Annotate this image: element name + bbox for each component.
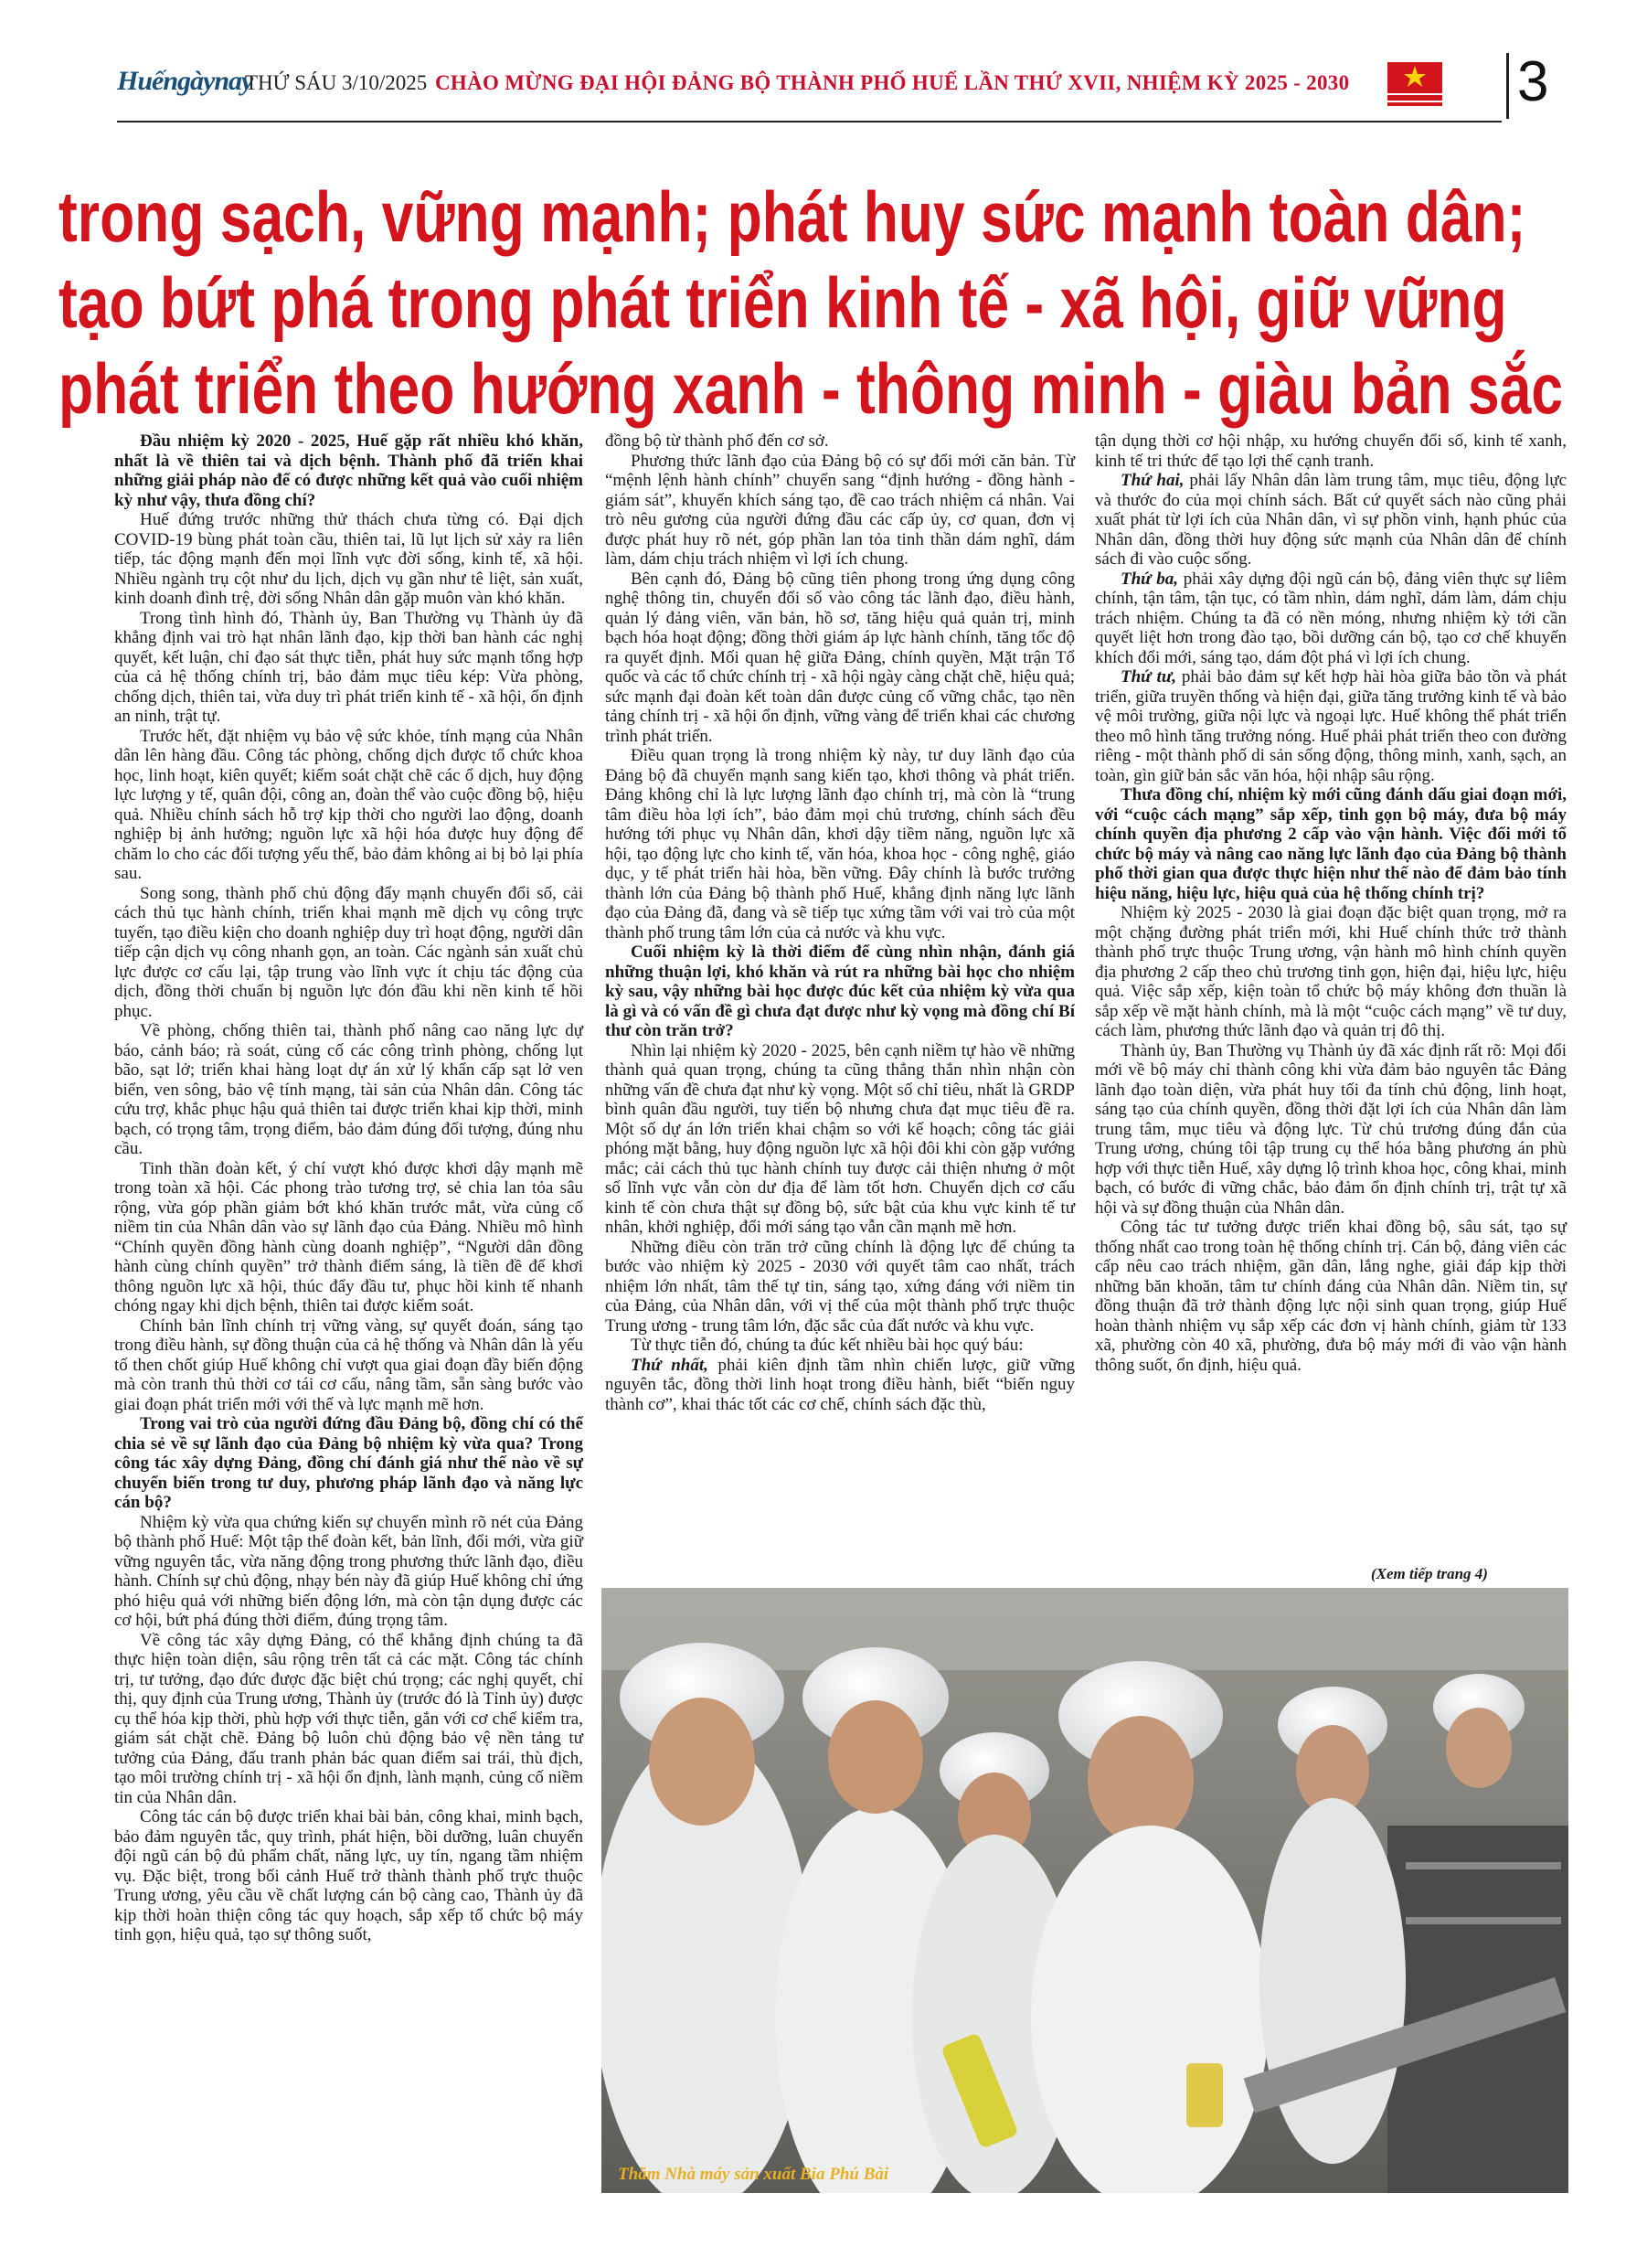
issue-date: THỨ SÁU 3/10/2025 xyxy=(245,71,428,94)
lesson-paragraph xyxy=(1095,667,1567,785)
answer-paragraph: Thành ủy, Ban Thường vụ Thành ủy đã xác định rất rõ: Mọi đổi mới về bộ máy chỉ thành công khi vừa đảm bảo nguyên tắc Đảng lãnh đạo toàn diện, vừa phát huy tối đa tính chủ động, linh hoạt, sáng tạo của chính quyền, đồng thời đặt lợi ích của Nhân dân làm trung tâm, mục tiêu và động lực. Từ chủ trương đúng đắn của Trung ương, chúng tôi tập trung cụ thể hóa bằng phương án phù hợp với thực tiễn Huế, xây dựng lộ trình khoa học, công khai, minh bạch, có bước đi vững chắc, bảo đảm ổn định chính trị, trật tự xã hội và sự đồng thuận của Nhân dân. xyxy=(1095,1040,1567,1218)
lesson-lead: Thứ nhất, xyxy=(631,1355,708,1375)
interview-question: Trong vai trò của người đứng đầu Đảng bộ, đồng chí có thể chia sẻ về sự lãnh đạo của Đảng bộ nhiệm kỳ vừa qua? Trong công tác xây dựng Đảng, đồng chí đánh giá như thế nào về sự chuyển biến trong tư duy, phương pháp lãnh đạo và năng lực cán bộ? xyxy=(114,1414,583,1512)
article-photo xyxy=(601,1588,1568,2193)
lesson-text: phải lấy Nhân dân làm trung tâm, mục tiêu, động lực và thước đo của mọi chính sách. Bất cứ quyết sách nào cũng phải xuất phát từ lợi ích của Nhân dân, vì sự phồn vinh, hạnh phúc của Nhân dân, đồng thời huy động sức mạnh của Nhân dân để chính sách đi vào cuộc sống. xyxy=(1095,471,1567,569)
answer-paragraph: Về công tác xây dựng Đảng, có thể khẳng định chúng ta đã thực hiện toàn diện, sâu rộng trên tất cả các mặt. Công tác chính trị, tư tưởng, đạo đức được đặc biệt chú trọng; các nghị quyết, chỉ thị, quy định của Trung ương, Thành ủy (trước đó là Tỉnh ủy) được cụ thể hóa kịp thời, phù hợp với thực tiễn, gắn với cơ chế kiểm tra, giám sát chặt chẽ. Đảng bộ luôn chủ động bảo vệ nền tảng tư tưởng của Đảng, đấu tranh phản bác quan điểm sai trái, thù địch, tạo môi trường chính trị - xã hội ổn định, lành mạnh, củng cố niềm tin của Nhân dân. xyxy=(114,1630,583,1807)
newspaper-logo: Huếngàynay xyxy=(117,66,253,96)
answer-paragraph: Điều quan trọng là trong nhiệm kỳ này, tư duy lãnh đạo của Đảng bộ đã chuyển mạnh sang kiến tạo, khơi thông và phát triển. Đảng không chỉ là lực lượng lãnh đạo chính trị, mà còn là “trung tâm điều hòa lợi ích”, bảo đảm mọi chủ trương, chính sách đều hướng tới phục vụ Nhân dân, khơi dậy tiềm năng, nguồn lực xã hội, tạo động lực cho kinh tế, văn hóa, khoa học - công nghệ, giáo dục, y tế phát triển hài hòa, bền vững. Đây chính là bước trưởng thành lớn của Đảng bộ thành phố Huế, khẳng định năng lực lãnh đạo của Đảng đã, đang và sẽ tiếp tục xứng tầm với vai trò của một thành phố trung tâm lớn của cả nước và khu vực. xyxy=(605,746,1075,942)
lesson-text: phải xây dựng đội ngũ cán bộ, đảng viên thực sự liêm chính, tận tâm, tận tục, có tầm nhìn, dám nghĩ, dám làm, dám chịu trách nhiệm. Chúng ta đã có nền móng, nhưng nhiệm kỳ tới cần quyết liệt hơn trong đào tạo, bồi dưỡng cán bộ, tạo cơ chế khuyến khích đổi mới, sáng tạo, dám đột phá vì lợi ích chung. xyxy=(1095,569,1567,667)
lesson-text: phải kiên định tầm nhìn chiến lược, giữ vững nguyên tắc, đồng thời linh hoạt trong điều hành, biết “biến nguy thành cơ”, khai thác tốt các cơ chế, chính sách đặc thù, xyxy=(605,1355,1075,1414)
answer-paragraph: Chính bản lĩnh chính trị vững vàng, sự quyết đoán, sáng tạo trong điều hành, sự đồng thuận của cả hệ thống và Nhân dân là yếu tố then chốt giúp Huế không chỉ vượt qua giai đoạn đầy biến động mà còn tranh thủ thời cơ tái cơ cấu, nâng tầm, sẵn sàng bước vào giai đoạn phát triển mới với thế và lực mạnh mẽ hơn. xyxy=(114,1315,583,1414)
answer-paragraph: Từ thực tiễn đó, chúng ta đúc kết nhiều bài học quý báu: xyxy=(631,1336,1024,1355)
answer-paragraph: Những điều còn trăn trở cũng chính là động lực để chúng ta bước vào nhiệm kỳ 2025 - 2030 với quyết tâm cao nhất, trách nhiệm lớn nhất, tâm thế tự tin, sáng tạo, xứng đáng với niềm tin của Đảng, của Nhân dân, với vị thế của một thành phố trực thuộc Trung ương - trung tâm lớn, đặc sắc của đất nước và khu vực. xyxy=(605,1237,1075,1336)
lesson-paragraph xyxy=(605,1356,1075,1415)
header-rule xyxy=(117,121,1502,122)
interview-question: Cuối nhiệm kỳ là thời điểm để cùng nhìn nhận, đánh giá những thuận lợi, khó khăn và rút ra những bài học cho nhiệm kỳ sau, vậy những bài học được đúc kết của nhiệm kỳ vừa qua là gì và có vấn đề gì chưa đạt được như kỳ vọng mà đồng chí Bí thư còn trăn trở? xyxy=(605,942,1075,1040)
answer-paragraph: Công tác tư tưởng được triển khai đồng bộ, sâu sát, tạo sự thống nhất cao trong toàn hệ thống chính trị. Cán bộ, đảng viên các cấp nêu cao trách nhiệm, gần dân, lắng nghe, giải đáp kịp thời những băn khoăn, tâm tư chính đáng của Nhân dân. Niềm tin, sự đồng thuận đã trở thành động lực nội sinh quan trọng, giúp Huế hoàn thành nhiệm vụ sắp xếp các đơn vị hành chính, giảm từ 133 xã, phường còn 40 xã, phường, đưa bộ máy mới đi vào vận hành thông suốt, ổn định, hiệu quả. xyxy=(1095,1218,1567,1375)
lesson-text: phải bảo đảm sự kết hợp hài hòa giữa bảo tồn và phát triển, giữa truyền thống và hiện đại, giữa tăng trưởng kinh tế và bảo vệ môi trường, giữa nội lực và ngoại lực. Huế không thể phát triển theo mô hình tăng trưởng nóng. Huế phải phát triển theo con đường riêng - một thành phố di sản sống động, thông minh, xanh, sạch, an toàn, gìn giữ bản sắc văn hóa, hội nhập sâu rộng. xyxy=(1095,667,1567,785)
article-column-1 xyxy=(114,431,583,1945)
answer-paragraph: Công tác cán bộ được triển khai bài bản, công khai, minh bạch, bảo đảm nguyên tắc, quy trình, phát hiện, bồi dưỡng, luân chuyển đội ngũ cán bộ đủ phẩm chất, năng lực, uy tín, ngang tầm nhiệm vụ. Đặc biệt, trong bối cảnh Huế trở thành thành phố trực thuộc Trung ương, yêu cầu về chất lượng cán bộ càng cao, Thành ủy đã kịp thời hoàn thiện công tác quy hoạch, sắp xếp tổ chức bộ máy tinh gọn, hiệu quả, tạo sự thông suốt, xyxy=(114,1807,583,1944)
answer-paragraph: Phương thức lãnh đạo của Đảng bộ có sự đổi mới căn bản. Từ “mệnh lệnh hành chính” chuyển sang “định hướng - đồng hành - giám sát”, khuyến khích sáng tạo, đề cao trách nhiệm cá nhân. Vai trò nêu gương của người đứng đầu các cấp ủy, cơ quan, đơn vị được phát huy rõ nét, góp phần lan tỏa tinh thần dám nghĩ, dám làm, dám chịu trách nhiệm vì lợi ích chung. xyxy=(605,451,1075,569)
answer-paragraph: Bên cạnh đó, Đảng bộ cũng tiên phong trong ứng dụng công nghệ thông tin, chuyển đổi số vào công tác lãnh đạo, điều hành, quản lý đảng viên, văn bản, hồ sơ, tăng hiệu quả quản trị, minh bạch hóa hoạt động; đồng thời giám áp lực hành chính, tăng tốc độ ra quyết định. Mối quan hệ giữa Đảng, chính quyền, Mặt trận Tổ quốc và các tổ chức chính trị - xã hội ngày càng chặt chẽ, hiệu quả; sức mạnh đại đoàn kết toàn dân được củng cố vững chắc, tạo nền tảng chính trị - xã hội ổn định, vững vàng để triển khai các chương trình phát triển. xyxy=(605,569,1075,746)
continued-note: (Xem tiếp trang 4) xyxy=(1371,1565,1488,1582)
headline xyxy=(58,174,1564,431)
answer-paragraph: Nhiệm kỳ 2025 - 2030 là giai đoạn đặc biệt quan trọng, mở ra một chặng đường phát triển mới, khi Huế chính thức trở thành thành phố trực thuộc Trung ương, vận hành mô hình chính quyền địa phương 2 cấp theo chủ trương tinh gọn, hiện đại, hiệu lực, hiệu quả. Việc sắp xếp, kiện toàn tổ chức bộ máy không đơn thuần là sắp xếp về mặt hành chính, mà là một “cuộc cách mạng” về tư duy, cách làm, phương thức lãnh đạo và quản trị đô thị. xyxy=(1095,903,1567,1040)
lesson-lead: Thứ ba, xyxy=(1121,569,1179,589)
answer-paragraph: Trong tình hình đó, Thành ủy, Ban Thường vụ Thành ủy đã khẳng định vai trò hạt nhân lãnh đạo, kịp thời ban hành các nghị quyết, kết luận, chỉ đạo sát thực tiễn, phát huy sức mạnh tổng hợp của cả hệ thống chính trị, bảo đảm mục tiêu kép: Vừa phòng, chống dịch, thiên tai, vừa duy trì phát triển kinh tế - xã hội, ổn định an ninh, trật tự. xyxy=(114,608,583,726)
page-header xyxy=(117,50,1557,119)
interview-question: Thưa đồng chí, nhiệm kỳ mới cũng đánh dấu giai đoạn mới, với “cuộc cách mạng” sắp xếp, tinh gọn bộ máy, đưa bộ máy chính quyền địa phương 2 cấp vào vận hành. Việc đổi mới tổ chức bộ máy và nâng cao năng lực lãnh đạo của Đảng bộ thành phố thời gian qua được thực hiện như thế nào để đảm bảo tính hiệu năng, hiệu lực, hiệu quả của hệ thống chính trị? xyxy=(1095,785,1567,903)
header-divider xyxy=(1506,53,1509,119)
interview-question: Đầu nhiệm kỳ 2020 - 2025, Huế gặp rất nhiều khó khăn, nhất là về thiên tai và dịch bệnh. Thành phố đã triển khai những giải pháp nào để có được những kết quả vào cuối nhiệm kỳ như vậy, thưa đồng chí? xyxy=(114,431,583,510)
answer-paragraph: Huế đứng trước những thử thách chưa từng có. Đại dịch COVID-19 bùng phát toàn cầu, thiên tai, lũ lụt lịch sử xảy ra liên tiếp, tác động mạnh đến mọi lĩnh vực đời sống, kinh tế, xã hội. Nhiều ngành trụ cột như du lịch, dịch vụ gần như tê liệt, sản xuất, kinh doanh đình trệ, đời sống Nhân dân gặp muôn vàn khó khăn. xyxy=(114,510,583,608)
answer-paragraph: Trước hết, đặt nhiệm vụ bảo vệ sức khỏe, tính mạng của Nhân dân lên hàng đầu. Công tác phòng, chống dịch được tổ chức khoa học, linh hoạt, kiên quyết; kiểm soát chặt chẽ các ổ dịch, huy động lực lượng y tế, quân đội, công an, đoàn thể vào cuộc đồng bộ, hiệu quả. Nhiều chính sách hỗ trợ kịp thời cho người lao động, doanh nghiệp bị ảnh hưởng; nguồn lực xã hội hóa được huy động để chăm lo cho các đối tượng yếu thế, bảo đảm không ai bị bỏ lại phía sau. xyxy=(114,726,583,883)
page-number: 3 xyxy=(1517,50,1549,113)
paragraph-continuation: đồng bộ từ thành phố đến cơ sở. xyxy=(605,431,829,451)
headline-line: trong sạch, vững mạnh; phát huy sức mạnh toàn dân; xyxy=(58,176,1526,257)
party-congress-emblem-icon xyxy=(1386,57,1444,115)
answer-paragraph: Song song, thành phố chủ động đẩy mạnh chuyển đổi số, cải cách thủ tục hành chính, triển khai mạnh mẽ dịch vụ công trực tuyến, tạo điều kiện cho doanh nghiệp duy trì hoạt động, người dân tiếp cận dịch vụ công nhanh gọn, an toàn. Các ngành sản xuất chủ lực được cơ cấu lại, tập trung vào lĩnh vực ít chịu tác động của dịch, đồng thời chuẩn bị nguồn lực đón đầu khi nền kinh tế hồi phục. xyxy=(114,883,583,1021)
lesson-lead: Thứ tư, xyxy=(1121,667,1176,687)
article-column-2 xyxy=(605,431,1075,1414)
answer-paragraph: Về phòng, chống thiên tai, thành phố nâng cao năng lực dự báo, cảnh báo; rà soát, củng cố các công trình phòng, chống lụt bão, sạt lở; triển khai hàng loạt dự án xử lý khẩn cấp sạt lở ven biển, ven sông, bảo vệ tính mạng, tài sản của Nhân dân. Công tác cứu trợ, khắc phục hậu quả thiên tai được triển khai kịp thời, minh bạch, có trọng tâm, trọng điểm, bảo đảm đúng đối tượng, đúng nhu cầu. xyxy=(114,1021,583,1158)
answer-paragraph: Tinh thần đoàn kết, ý chí vượt khó được khơi dậy mạnh mẽ trong toàn xã hội. Các phong trào tương trợ, sẻ chia lan tỏa sâu rộng, vừa góp phần giảm bớt khó khăn trước mắt, vừa củng cố niềm tin của Nhân dân vào sự lãnh đạo của Đảng. Nhiều mô hình “Chính quyền đồng hành cùng doanh nghiệp”, “Người dân đồng hành cùng chính quyền” trở thành điểm sáng, là tiền đề để khơi thông nguồn lực xã hội, thúc đẩy đầu tư, phục hồi kinh tế nhanh chóng ngay khi dịch bệnh, thiên tai được kiểm soát. xyxy=(114,1158,583,1315)
headline-line: tạo bứt phá trong phát triển kinh tế - xã hội, giữ vững xyxy=(58,262,1507,343)
lesson-lead: Thứ hai, xyxy=(1121,471,1185,490)
factory-visit-photo xyxy=(601,1588,1568,2193)
paragraph-continuation: tận dụng thời cơ hội nhập, xu hướng chuyển đổi số, kinh tế xanh, kinh tế tri thức để tạo lợi thế cạnh tranh. xyxy=(1095,431,1567,471)
article-column-3 xyxy=(1095,431,1567,1375)
answer-paragraph: Nhìn lại nhiệm kỳ 2020 - 2025, bên cạnh niềm tự hào về những thành quả quan trọng, chúng ta cũng thẳng thắn nhìn nhận còn những vấn đề chưa đạt như kỳ vọng. Một số chỉ tiêu, nhất là GRDP bình quân đầu người, tuy tiến bộ nhưng chưa đạt mục tiêu đề ra. Một số dự án lớn triển khai chậm so với kế hoạch; công tác giải phóng mặt bằng, huy động nguồn lực xã hội đôi khi còn gặp vướng mắc; cải cách thủ tục hành chính tuy được cải thiện nhưng ở một số lĩnh vực vẫn còn dư địa để làm tốt hơn. Chuyển dịch cơ cấu kinh tế còn chưa thật sự đồng bộ, sức bật của khu vực kinh tế tư nhân, khởi nghiệp, đổi mới sáng tạo vẫn cần mạnh mẽ hơn. xyxy=(605,1040,1075,1237)
lesson-paragraph xyxy=(1095,570,1567,668)
header-slogan: CHÀO MỪNG ĐẠI HỘI ĐẢNG BỘ THÀNH PHỐ HUẾ LẦN THỨ XVII, NHIỆM KỲ 2025 - 2030 xyxy=(435,71,1350,94)
lesson-paragraph xyxy=(1095,471,1567,570)
answer-paragraph: Nhiệm kỳ vừa qua chứng kiến sự chuyển mình rõ nét của Đảng bộ thành phố Huế: Một tập thể đoàn kết, bản lĩnh, đổi mới, vừa giữ vững nguyên tắc, vừa năng động trong phương thức lãnh đạo, điều hành. Chính sự chủ động, nhạy bén này đã giúp Huế không chỉ ứng phó hiệu quả với những biến động lớn, mà còn tận dụng được các cơ hội, bứt phá đúng thời điểm, đúng trọng tâm. xyxy=(114,1512,583,1630)
photo-caption: Thăm Nhà máy sản xuất Bia Phú Bài xyxy=(618,2165,889,2184)
headline-line: phát triển theo hướng xanh - thông minh - giàu bản sắc xyxy=(58,348,1564,429)
